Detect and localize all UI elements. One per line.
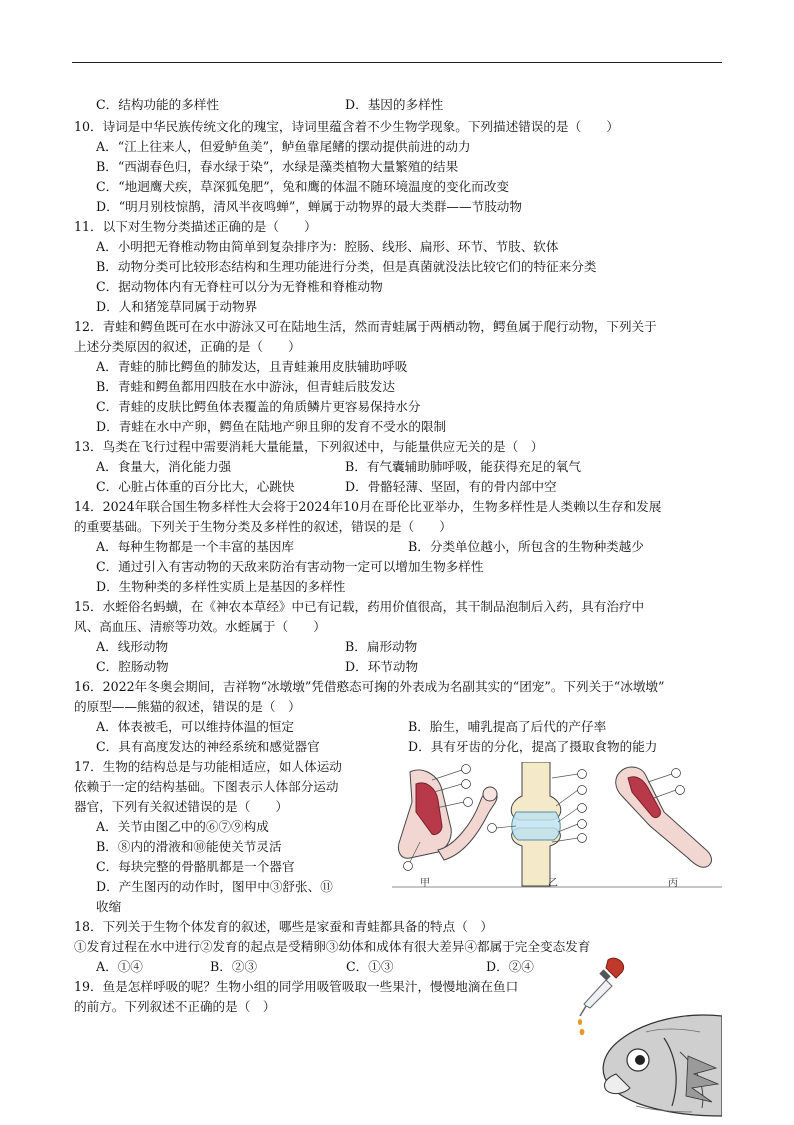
q14-option-a: A．每种生物都是一个丰富的基因库 (96, 539, 295, 554)
q11-stem: 11．以下对生物分类描述正确的是（ ） (74, 219, 317, 234)
q17-stem-line2: 依赖于一定的结构基础。下图表示人体部分运动 (74, 779, 339, 794)
fish-head-illustration (603, 1015, 722, 1116)
q12-stem-line1: 12．青蛙和鳄鱼既可在水中游泳又可在陆地生活，然而青蛙属于两栖动物，鳄鱼属于爬行动物，下列关于 (74, 319, 657, 334)
q17-stem-line1: 17．生物的结构总是与功能相适应，如人体运动 (74, 759, 342, 774)
header-rule (72, 62, 722, 63)
q11-option-a: A．小明把无脊椎动物由简单到复杂排序为：腔肠、线形、扁形、环节、节肢、软体 (96, 239, 559, 254)
q17-option-d-line2: 收缩 (96, 899, 122, 914)
q18-option-c: C．①③ (346, 959, 394, 974)
figure-label-yi: 乙 (548, 878, 558, 889)
q11-option-b: B．动物分类可比较形态结构和生理功能进行分类，但是真菌就没法比较它们的特征来分类 (96, 259, 597, 274)
arm-extended-illustration (616, 767, 712, 867)
q15-option-c: C．腔肠动物 (96, 659, 169, 674)
q16-option-b: B．胎生，哺乳提高了后代的产仔率 (408, 719, 607, 734)
q10-option-b: B．“西湖春色归，春水绿于染”，水绿是藻类植物大量繁殖的结果 (96, 159, 459, 174)
q19-stem-line2: 的前方。下列叙述不正确的是（ ） (74, 999, 276, 1014)
q17-stem-line3: 器官，下列有关叙述错误的是（ ） (74, 799, 289, 814)
q18-option-d: D．②④ (486, 959, 534, 974)
q12-option-a: A．青蛙的肺比鳄鱼的肺发达，且青蛙兼用皮肤辅助呼吸 (96, 359, 408, 374)
fish-dropper-illustration (576, 956, 722, 1122)
q13-option-b: B．有气囊辅助肺呼吸，能获得充足的氧气 (345, 459, 581, 474)
q16-option-a: A．体表被毛，可以维持体温的恒定 (96, 719, 295, 734)
arm-flexed-illustration (398, 765, 497, 871)
q13-option-c: C．心脏占体重的百分比大，心跳快 (96, 479, 295, 494)
q11-option-d: D．人和猪笼草同属于动物界 (96, 299, 258, 314)
q14-stem-line2: 的重要基础。下列关于生物分类及多样性的叙述，错误的是（ ） (74, 519, 452, 534)
q17-option-c: C．每块完整的骨骼肌都是一个器官 (96, 859, 295, 874)
q12-option-d: D．青蛙在水中产卵，鳄鱼在陆地产卵且卵的发育不受水的限制 (96, 419, 447, 434)
q12-option-c: C．青蛙的皮肤比鳄鱼体表覆盖的角质鳞片更容易保持水分 (96, 399, 421, 414)
figure-label-bing: 丙 (668, 878, 678, 889)
q10-option-d: D．“明月别枝惊鹊，清风半夜鸣蝉”，蝉属于动物界的最大类群——节肢动物 (96, 199, 522, 214)
q17-figure (392, 762, 722, 888)
q9-option-d: D．基因的多样性 (345, 97, 444, 112)
q18-stem: 18．下列关于生物个体发育的叙述，哪些是家蚕和青蛙都具备的特点（ ） (74, 919, 494, 934)
q17-option-b: B．⑧内的滑液和⑩能使关节灵活 (96, 839, 282, 854)
q14-stem-line1: 14．2024年联合国生物多样性大会将于2024年10月在哥伦比亚举办，生物多样性是人类赖以生存和发展 (74, 499, 662, 514)
q12-stem-line2: 上述分类原因的叙述，正确的是（ ） (74, 339, 301, 354)
q14-option-d: D．生物种类的多样性实质上是基因的多样性 (96, 579, 346, 594)
q9-option-c: C．结构功能的多样性 (96, 97, 219, 112)
q14-option-c: C．通过引入有害动物的天敌来防治有害动物一定可以增加生物多样性 (96, 559, 484, 574)
q12-option-b: B．青蛙和鳄鱼都用四肢在水中游泳，但青蛙后肢发达 (96, 379, 395, 394)
q16-option-c: C．具有高度发达的神经系统和感觉器官 (96, 739, 320, 754)
q15-stem-line2: 风、高血压、清瘀等功效。水蛭属于（ ） (74, 619, 326, 634)
q16-option-d: D．具有牙齿的分化，提高了摄取食物的能力 (408, 739, 658, 754)
q15-option-d: D．环节动物 (345, 659, 419, 674)
q19-figure (576, 956, 722, 1122)
q17-option-a: A．关节由图乙中的⑥⑦⑨构成 (96, 819, 269, 834)
q18-statements: ①发育过程在水中进行②发育的起点是受精卵③幼体和成体有很大差异④都属于完全变态发育 (74, 939, 591, 954)
figure-label-jia: 甲 (420, 878, 430, 889)
q14-option-b: B．分类单位越小，所包含的生物种类越少 (408, 539, 644, 554)
q13-option-a: A．食量大，消化能力强 (96, 459, 232, 474)
motor-organ-illustration (392, 762, 722, 888)
q13-stem: 13．鸟类在飞行过程中需要消耗大量能量，下列叙述中，与能量供应无关的是（ ） (74, 439, 544, 454)
q18-option-b: B．②③ (210, 959, 258, 974)
q10-option-a: A．“江上往来人，但爱鲈鱼美”，鲈鱼靠尾鳍的摆动提供前进的动力 (96, 139, 471, 154)
q10-stem: 10．诗词是中华民族传统文化的瑰宝，诗词里蕴含着不少生物学现象。下列描述错误的是（ ） (74, 119, 619, 134)
q10-option-c: C．“地迥鹰犬疾，草深狐兔肥”，兔和鹰的体温不随环境温度的变化而改变 (96, 179, 509, 194)
joint-structure-illustration (488, 762, 587, 886)
q19-stem-line1: 19．鱼是怎样呼吸的呢？生物小组的同学用吸管吸取一些果汁，慢慢地滴在鱼口 (74, 979, 519, 994)
q11-option-c: C．据动物体内有无脊柱可以分为无脊椎和脊椎动物 (96, 279, 383, 294)
q16-stem-line1: 16．2022年冬奥会期间，吉祥物“冰墩墩”凭借憨态可掬的外表成为名副其实的“团宠”。下列关于“冰墩墩” (74, 679, 665, 694)
q15-option-a: A．线形动物 (96, 639, 169, 654)
q18-option-a: A．①④ (96, 959, 143, 974)
q15-stem-line1: 15．水蛭俗名蚂蟥，在《神农本草经》中已有记载，药用价值很高，其干制品泡制后入药，具有治疗中 (74, 599, 645, 614)
dropper-icon (578, 958, 624, 1035)
q17-option-d-line1: D．产生图丙的动作时，图甲中③舒张、⑪ (96, 879, 333, 894)
q13-option-d: D．骨骼轻薄、坚固，有的骨内部中空 (345, 479, 557, 494)
q16-stem-line2: 的原型——熊猫的叙述，错误的是（ ） (74, 699, 301, 714)
q15-option-b: B．扁形动物 (345, 639, 418, 654)
